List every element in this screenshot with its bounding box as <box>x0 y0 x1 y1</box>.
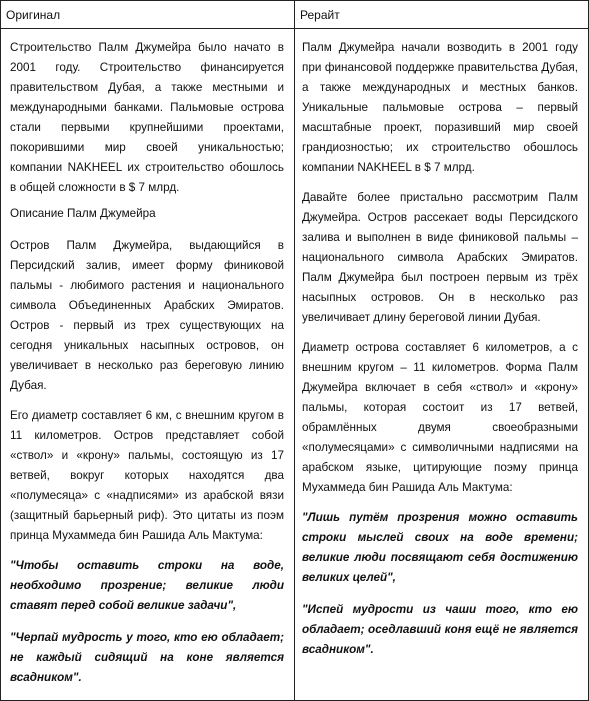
original-quote-1: "Чтобы оставить строки на воде, необходимо прозрение; великие люди ставят перед собой великие задачи", <box>10 559 284 612</box>
header-row <box>1 1 589 29</box>
original-cell <box>1 29 295 701</box>
header-rewrite: Рерайт <box>300 8 340 22</box>
rewrite-paragraph-1: Палм Джумейра начали возводить в 2001 году при финансовой поддержке правительства Дубая, а также международных и местных банков. Уникальные пальмовые острова – первый масштабные проект, поразивший мир своей грандиозностью; их строительство обошлось компании NAKHEEL в $ 7 млрд. <box>302 41 578 174</box>
original-paragraph-1: Строительство Палм Джумейра было начато в 2001 году. Строительство финансируется правительством Дубая, а также местными и международными банками. Пальмовые острова стали первыми крупнейшими проектами, покорившими мир своей уникальностью; компании NAKHEEL их строительство обошлось в общей сложности в $ 7 млрд. <box>10 41 284 194</box>
rewrite-paragraph-2: Давайте более пристально рассмотрим Палм Джумейра. Остров рассекает воды Персидского залива и выполнен в виде финиковой пальмы – национального символа Арабских Эмиратов. Палм Джумейра был построен первым из трёх насыпных островов. Он в несколько раз увеличивает длину береговой линии Дубая. <box>302 191 578 324</box>
rewrite-paragraph-3: Диаметр острова составляет 6 километров, а с внешним кругом – 11 километров. Форма Палм Джумейра включает в себя «ствол» и «крону» пальмы, которая состоит из 17 ветвей, обрамлённых двумя своеобразными «полумесяцами» с символичными надписями на арабском языке, цитирующие поэму принца Мухаммеда бин Рашида Аль Мактума: <box>302 341 578 494</box>
header-original: Оригинал <box>6 8 61 22</box>
content-row <box>1 29 589 701</box>
rewrite-quote-1: "Лишь путём прозрения можно оставить строки мыслей своих на воде времени; великие люди посвящают себя достижению великих целей", <box>302 511 578 584</box>
header-cell-rewrite <box>295 1 589 29</box>
original-quote-2: "Черпай мудрость у того, кто ею обладает; не каждый сидящий на коне является всадником". <box>10 631 284 684</box>
original-paragraph-3: Его диаметр составляет 6 км, с внешним кругом в 11 километров. Остров представляет собой «ствол» и «крону» пальмы, состоящую из 17 ветвей, вокруг которых находятся два «полумесяца» с «надписями» из арабской вязи (защитный барьерный риф). Это цитаты из поэм принца Мухаммеда бин Рашида Аль Мактума: <box>10 409 284 542</box>
original-paragraph-2: Остров Палм Джумейра, выдающийся в Персидский залив, имеет форму финиковой пальмы - любимого растения и национального символа Объединенных Арабских Эмиратов. Остров - первый из трех существующих на сегодня уникальных насыпных островов, он увеличивает в несколько раз береговую линию Дубая. <box>10 239 284 392</box>
rewrite-cell <box>295 29 589 701</box>
rewrite-quote-2: "Испей мудрости из чаши того, кто ею обладает; оседлавший коня ещё не является всадником". <box>302 603 578 656</box>
header-cell-original <box>1 1 295 29</box>
original-subheading: Описание Палм Джумейра <box>10 207 156 220</box>
